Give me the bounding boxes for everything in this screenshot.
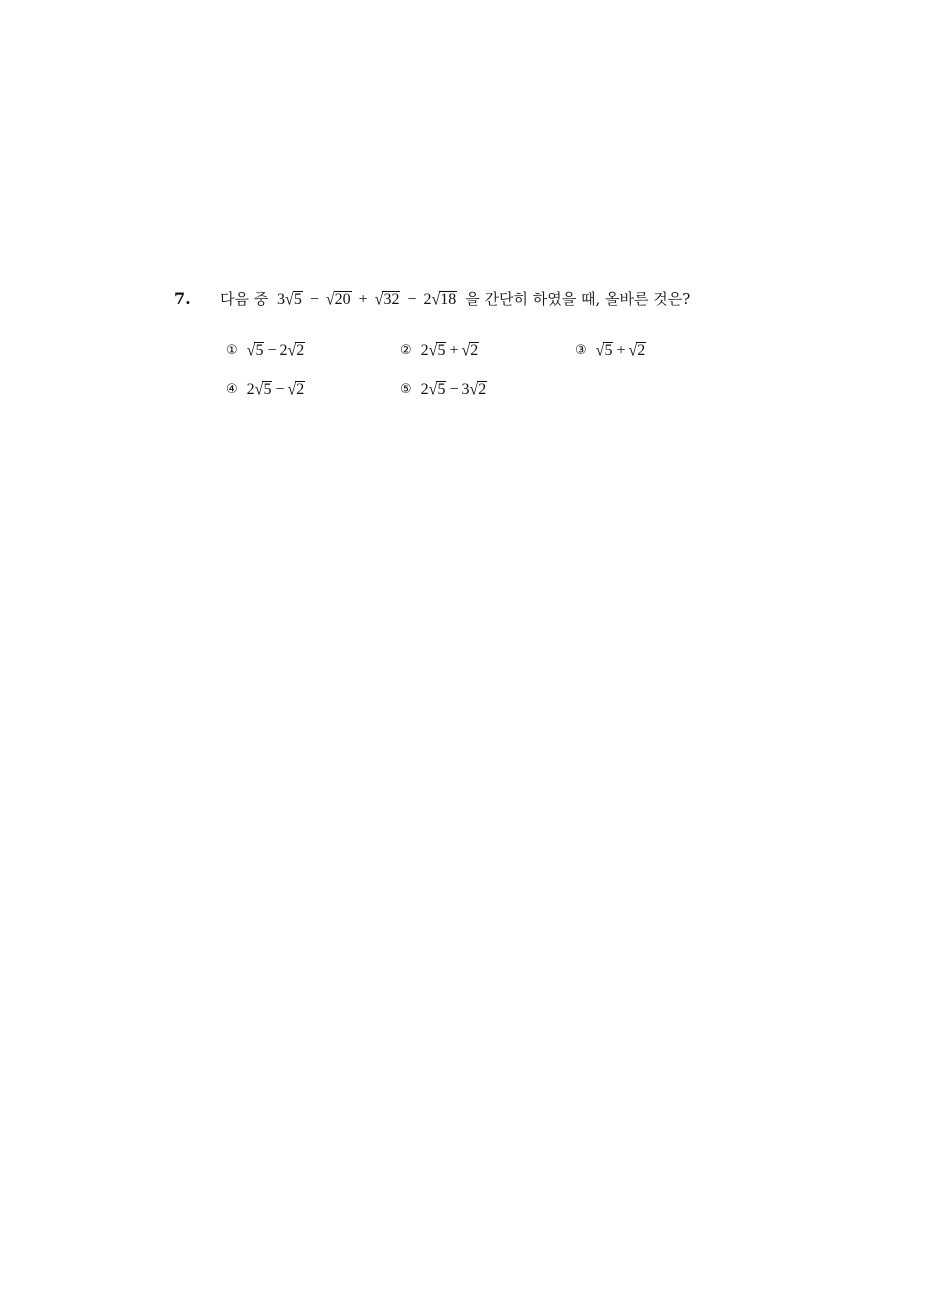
choice-radicand-2: 2 — [470, 342, 479, 359]
radical-sign: √ — [428, 380, 438, 399]
choice-operator: − — [275, 381, 285, 398]
choice-radicand-1: 5 — [437, 381, 446, 398]
radical-sign: √ — [461, 341, 471, 360]
question-number: 7. — [174, 289, 191, 308]
choice-2[interactable] — [400, 340, 479, 362]
question-text-after: 을 간단히 하였을 때, 올바른 것은? — [465, 290, 691, 308]
radical-sign: √ — [254, 380, 264, 399]
radical-sign: √ — [287, 341, 297, 360]
operator-2: + — [358, 291, 368, 308]
choice-sqrt-2 — [469, 379, 487, 401]
question-expression — [277, 291, 461, 308]
choice-radicand-2: 2 — [478, 381, 487, 398]
radical-sign: √ — [595, 341, 605, 360]
choice-operator: − — [267, 342, 277, 359]
choice-sqrt-1 — [429, 340, 447, 362]
choice-radicand-1: 5 — [263, 381, 272, 398]
question-text-before: 다음 중 — [220, 290, 269, 308]
choice-1[interactable] — [226, 340, 305, 362]
question-text — [220, 287, 690, 312]
choice-5[interactable] — [400, 379, 487, 401]
choice-coefficient-2: 2 — [279, 342, 288, 359]
choice-operator: + — [449, 342, 459, 359]
choice-coefficient-2: 3 — [461, 381, 470, 398]
term3-sqrt — [375, 288, 401, 312]
choice-sqrt-1 — [429, 379, 447, 401]
choice-radicand-1: 5 — [437, 342, 446, 359]
choice-sqrt-1 — [255, 379, 273, 401]
choice-marker: ② — [400, 343, 412, 358]
choice-sqrt-1 — [596, 340, 614, 362]
operator-3: − — [407, 291, 417, 308]
term2-sqrt — [326, 288, 352, 312]
radical-sign: √ — [287, 380, 297, 399]
radical-sign: √ — [628, 341, 638, 360]
radical-sign: √ — [469, 380, 479, 399]
term1-radicand: 5 — [293, 291, 302, 308]
choice-sqrt-1 — [247, 340, 265, 362]
radical-sign: √ — [428, 341, 438, 360]
choice-operator: + — [616, 342, 626, 359]
radical-sign: √ — [285, 290, 294, 309]
choice-marker: ⑤ — [400, 382, 412, 397]
choice-3[interactable] — [575, 340, 646, 362]
choice-radicand-2: 2 — [296, 342, 305, 359]
choice-coefficient-1: 2 — [246, 381, 255, 398]
radical-sign: √ — [325, 290, 335, 309]
term1-sqrt — [285, 288, 303, 312]
choice-radicand-1: 5 — [255, 342, 264, 359]
choice-radicand-2: 2 — [296, 381, 305, 398]
choice-marker: ③ — [575, 343, 587, 358]
choice-radicand-2: 2 — [637, 342, 646, 359]
term1-coefficient: 3 — [277, 291, 286, 308]
choice-4[interactable] — [226, 379, 305, 401]
choice-radicand-1: 5 — [604, 342, 613, 359]
term2-radicand: 20 — [334, 291, 351, 308]
choice-marker: ① — [226, 343, 238, 358]
term4-radicand: 18 — [440, 291, 457, 308]
choice-coefficient-1: 2 — [420, 342, 429, 359]
term4-sqrt — [431, 288, 457, 312]
term3-radicand: 32 — [383, 291, 400, 308]
choice-sqrt-2 — [461, 340, 479, 362]
term4-coefficient: 2 — [423, 291, 432, 308]
operator-1: − — [309, 291, 319, 308]
choice-marker: ④ — [226, 382, 238, 397]
choice-sqrt-2 — [628, 340, 646, 362]
choice-coefficient-1: 2 — [420, 381, 429, 398]
choice-operator: − — [449, 381, 459, 398]
radical-sign: √ — [374, 290, 384, 309]
radical-sign: √ — [431, 290, 441, 309]
radical-sign: √ — [246, 341, 256, 360]
choice-sqrt-2 — [287, 379, 305, 401]
choice-sqrt-2 — [287, 340, 305, 362]
